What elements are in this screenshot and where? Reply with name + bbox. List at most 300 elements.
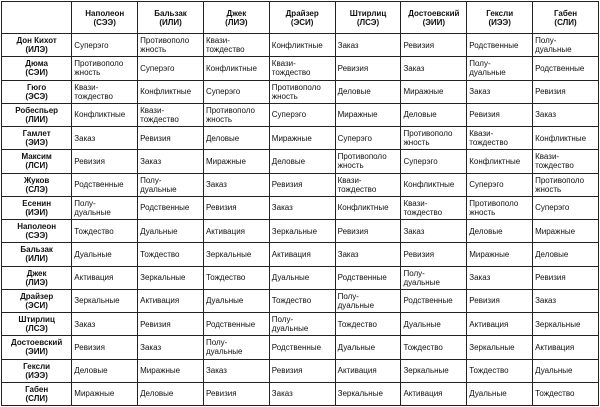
column-header-name: Штирлиц — [349, 8, 387, 18]
relation-label: Деловые — [337, 87, 371, 97]
relation-label: Деловые — [535, 249, 569, 259]
table-cell — [203, 382, 269, 405]
table-cell — [335, 313, 401, 336]
relation-label: Суперэго — [469, 180, 504, 190]
table-cell — [203, 150, 269, 173]
relation-label: Заказ — [140, 156, 162, 166]
relation-label: Активация — [205, 226, 246, 236]
relation-label: Родственные — [403, 296, 453, 306]
table-cell — [203, 173, 269, 196]
table-cell — [401, 336, 467, 359]
relation-label: дуальные — [403, 277, 440, 287]
table-cell — [72, 103, 138, 126]
row-header — [2, 80, 72, 103]
row-header — [2, 34, 72, 57]
row-header — [2, 103, 72, 126]
table-cell — [138, 173, 204, 196]
relation-label: Квази- — [140, 105, 165, 115]
relation-label: Ревизия — [271, 180, 303, 190]
row-header-code: (ИЭИ) — [25, 207, 48, 217]
row-header — [2, 313, 72, 336]
relation-label: тождество — [271, 68, 311, 78]
table-cell — [203, 336, 269, 359]
table-cell — [203, 359, 269, 382]
relation-label: Ревизия — [535, 273, 566, 283]
relation-label: Заказ — [205, 366, 227, 376]
table-cell — [533, 313, 599, 336]
relation-label: Ревизия — [403, 249, 435, 259]
column-header-name: Габен — [553, 8, 578, 18]
table-cell — [72, 150, 138, 173]
relation-label: Ревизия — [403, 40, 435, 50]
row-header — [2, 220, 72, 243]
table-cell — [138, 103, 204, 126]
row-header-code: (ЛСИ) — [25, 161, 48, 171]
row-header — [2, 196, 72, 219]
relation-label: Ревизия — [140, 133, 171, 143]
table-cell — [401, 289, 467, 312]
table-cell — [138, 243, 204, 266]
relation-label: Заказ — [271, 203, 293, 213]
column-header — [269, 2, 335, 34]
table-row — [2, 173, 599, 196]
table-cell — [467, 196, 533, 219]
relation-label: Ревизия — [205, 389, 237, 399]
relation-label: дуальные — [337, 300, 375, 310]
row-header-name: Жуков — [23, 175, 50, 185]
table-cell — [269, 313, 335, 336]
table-cell — [269, 173, 335, 196]
table-cell — [533, 34, 599, 57]
table-cell — [401, 359, 467, 382]
table-row — [2, 266, 599, 289]
table-cell — [401, 173, 467, 196]
relation-label: Зеркальные — [74, 296, 120, 306]
relation-label: Квази- — [469, 129, 494, 139]
relation-label: Родственные — [271, 342, 322, 352]
relation-label: Противополо — [205, 105, 255, 115]
table-cell — [401, 243, 467, 266]
table-cell — [467, 336, 533, 359]
relation-label: Конфликтные — [271, 40, 323, 50]
table-cell — [138, 80, 204, 103]
table-cell — [533, 57, 599, 80]
relation-label: тождество — [403, 207, 443, 217]
row-header-code: (СЛЭ) — [25, 184, 48, 194]
relation-label: Заказ — [140, 342, 162, 352]
relation-label: Миражные — [535, 226, 576, 236]
table-cell — [467, 266, 533, 289]
relation-label: Заказ — [469, 273, 491, 283]
relation-label: Ревизия — [205, 203, 237, 213]
relation-label: Тождество — [205, 273, 246, 283]
table-cell — [72, 127, 138, 150]
table-cell — [203, 57, 269, 80]
relation-label: Миражные — [469, 249, 510, 259]
table-cell — [401, 127, 467, 150]
row-header-code: (ИЭЭ) — [25, 370, 48, 380]
table-cell — [203, 80, 269, 103]
relation-label: Конфликтные — [403, 180, 455, 190]
relation-label: Заказ — [205, 180, 227, 190]
column-header — [467, 2, 533, 34]
table-cell — [335, 103, 401, 126]
row-header — [2, 359, 72, 382]
table-cell — [533, 289, 599, 312]
column-header-code: (СЭЭ) — [93, 17, 116, 27]
table-cell — [138, 127, 204, 150]
table-cell — [401, 266, 467, 289]
row-header-name: Дон Кихот — [16, 36, 57, 46]
row-header-code: (ЛИЭ) — [25, 277, 48, 287]
row-header-name: Гексли — [23, 361, 51, 371]
row-header-code: (СЭЭ) — [25, 231, 48, 241]
table-cell — [467, 80, 533, 103]
row-header-name: Гамлет — [22, 129, 51, 139]
table-cell — [533, 196, 599, 219]
relation-label: Родственные — [535, 63, 585, 73]
table-cell — [401, 313, 467, 336]
row-header-code: (ЛСЭ) — [25, 324, 48, 334]
column-header — [335, 2, 401, 34]
table-cell — [269, 103, 335, 126]
table-cell — [72, 173, 138, 196]
relation-label: Активация — [469, 319, 509, 329]
relation-label: Зеркальные — [271, 226, 318, 236]
table-cell — [335, 382, 401, 405]
relation-label: Тождество — [337, 319, 377, 329]
table-row — [2, 127, 599, 150]
relation-label: Родственные — [205, 319, 256, 329]
table-row — [2, 336, 599, 359]
table-cell — [269, 196, 335, 219]
row-header — [2, 289, 72, 312]
table-cell — [335, 127, 401, 150]
row-header — [2, 243, 72, 266]
relation-label: жность — [74, 68, 101, 78]
table-row — [2, 382, 599, 405]
table-cell — [203, 243, 269, 266]
table-cell — [269, 57, 335, 80]
table-cell — [533, 266, 599, 289]
relation-label: Полу- — [74, 198, 96, 208]
table-cell — [467, 359, 533, 382]
table-cell — [203, 34, 269, 57]
table-cell — [138, 34, 204, 57]
relation-label: Ревизия — [469, 110, 500, 120]
relation-label: жность — [403, 138, 430, 148]
table-cell — [203, 220, 269, 243]
relation-label: тождество — [205, 45, 245, 55]
relation-label: Тождество — [74, 226, 114, 236]
relation-label: Квази- — [205, 36, 230, 46]
table-cell — [72, 80, 138, 103]
row-header-code: (ЛИИ) — [25, 114, 48, 124]
row-header-code: (ЭСИ) — [25, 300, 48, 310]
table-cell — [467, 34, 533, 57]
table-cell — [533, 243, 599, 266]
relation-label: Ревизия — [469, 296, 500, 306]
relation-label: Квази- — [535, 152, 560, 162]
relation-label: Дуальные — [403, 319, 441, 329]
row-header-code: (ЭСЭ) — [25, 91, 48, 101]
row-header-name: Штирлиц — [18, 315, 55, 325]
relation-label: жность — [469, 207, 496, 217]
table-row — [2, 57, 599, 80]
relation-label: Активация — [74, 273, 114, 283]
row-header — [2, 266, 72, 289]
row-header — [2, 173, 72, 196]
relation-label: Квази- — [271, 59, 296, 69]
table-row — [2, 359, 599, 382]
table-cell — [335, 266, 401, 289]
relation-label: Заказ — [535, 110, 557, 120]
relation-label: Дуальные — [74, 249, 112, 259]
row-header-name: Робеспьер — [15, 105, 59, 115]
relation-label: Активация — [271, 249, 311, 259]
row-header-name: Драйзер — [20, 291, 54, 301]
row-header-name: Есенин — [22, 198, 52, 208]
column-header-name: Бальзак — [154, 8, 187, 18]
relation-label: дуальные — [205, 347, 243, 357]
relation-label: Деловые — [469, 226, 503, 236]
table-row — [2, 289, 599, 312]
relation-label: дуальные — [140, 184, 177, 194]
table-cell — [467, 103, 533, 126]
relation-label: Заказ — [403, 226, 425, 236]
relation-label: Ревизия — [74, 156, 105, 166]
table-cell — [269, 127, 335, 150]
relation-label: дуальные — [74, 207, 111, 217]
relation-label: Деловые — [403, 110, 437, 120]
relation-label: Суперэго — [74, 40, 109, 50]
row-header-name: Джек — [26, 268, 47, 278]
table-cell — [138, 382, 204, 405]
relation-label: Ревизия — [337, 226, 369, 236]
table-row — [2, 103, 599, 126]
relation-label: Зеркальные — [205, 249, 252, 259]
table-cell — [335, 359, 401, 382]
column-header-code: (ЛСЭ) — [356, 17, 380, 27]
table-cell — [335, 34, 401, 57]
table-cell — [269, 243, 335, 266]
relation-label: дуальные — [469, 68, 506, 78]
relation-label: Противополо — [74, 59, 124, 69]
table-cell — [138, 313, 204, 336]
relation-label: жность — [271, 91, 298, 101]
table-cell — [72, 196, 138, 219]
table-cell — [335, 336, 401, 359]
table-cell — [138, 359, 204, 382]
column-header-code: (ЛИЭ) — [225, 17, 248, 27]
relation-label: Конфликтные — [140, 87, 192, 97]
table-cell — [203, 103, 269, 126]
relation-label: Зеркальные — [337, 389, 383, 399]
relation-label: Конфликтные — [535, 133, 587, 143]
relation-label: Конфликтные — [337, 203, 389, 213]
table-cell — [401, 382, 467, 405]
row-header — [2, 336, 72, 359]
table-cell — [138, 289, 204, 312]
table-cell — [467, 289, 533, 312]
relation-label: Противополо — [140, 36, 190, 46]
relation-label: Заказ — [469, 87, 491, 97]
relation-label: Заказ — [74, 133, 96, 143]
table-cell — [401, 57, 467, 80]
column-header-row — [2, 2, 599, 34]
row-header — [2, 57, 72, 80]
relation-label: тождество — [535, 161, 574, 171]
column-header-name: Достоевский — [408, 8, 460, 18]
relation-label: Ревизия — [535, 87, 566, 97]
table-row — [2, 313, 599, 336]
row-header-code: (СЛИ) — [25, 393, 48, 403]
relation-label: Противополо — [271, 82, 321, 92]
relation-label: Дуальные — [271, 273, 310, 283]
column-header — [401, 2, 467, 34]
relation-label: Противополо — [535, 175, 585, 185]
relation-label: Деловые — [271, 156, 306, 166]
relation-label: жность — [205, 114, 233, 124]
relation-label: Суперэго — [403, 156, 438, 166]
table-cell — [138, 266, 204, 289]
relation-label: Суперэго — [337, 133, 372, 143]
row-header-code: (ИЛЭ) — [25, 45, 48, 55]
column-header-code: (ИЭЭ) — [488, 17, 511, 27]
relation-label: Заказ — [535, 296, 557, 306]
relation-label: Активация — [403, 389, 443, 399]
relation-label: Родственные — [469, 40, 519, 50]
relation-label: Дуальные — [140, 226, 178, 236]
relation-label: Полу- — [403, 268, 425, 278]
relation-label: Противополо — [337, 152, 387, 162]
relation-label: Миражные — [337, 110, 378, 120]
table-row — [2, 243, 599, 266]
relation-label: Активация — [535, 342, 575, 352]
relation-label: Противополо — [403, 129, 453, 139]
relation-label: Зеркальные — [535, 319, 581, 329]
table-cell — [335, 57, 401, 80]
table-cell — [269, 150, 335, 173]
table-cell — [533, 359, 599, 382]
table-cell — [401, 34, 467, 57]
table-cell — [533, 103, 599, 126]
table-cell — [72, 289, 138, 312]
column-header-code: (СЛИ) — [554, 17, 577, 27]
table-cell — [138, 57, 204, 80]
relation-label: Квази- — [337, 175, 362, 185]
table-cell — [138, 150, 204, 173]
relation-label: Тождество — [140, 249, 180, 259]
table-cell — [401, 80, 467, 103]
column-header-name: Наполеон — [85, 8, 125, 18]
row-header — [2, 127, 72, 150]
table-cell — [533, 220, 599, 243]
corner-cell — [2, 2, 72, 34]
relation-label: Миражные — [403, 87, 444, 97]
column-header-code: (ЭСИ) — [290, 17, 314, 27]
table-cell — [138, 196, 204, 219]
row-header-name: Наполеон — [17, 222, 57, 232]
table-cell — [269, 336, 335, 359]
table-cell — [203, 266, 269, 289]
table-cell — [203, 289, 269, 312]
table-cell — [335, 196, 401, 219]
table-cell — [401, 150, 467, 173]
relation-label: Родственные — [140, 203, 190, 213]
table-cell — [269, 382, 335, 405]
relation-label: Заказ — [74, 319, 96, 329]
relation-label: Квази- — [403, 198, 428, 208]
table-cell — [467, 313, 533, 336]
table-row — [2, 150, 599, 173]
column-header-name: Джек — [226, 8, 247, 18]
column-header — [203, 2, 269, 34]
relation-label: Суперэго — [205, 87, 241, 97]
relation-label: тождество — [140, 114, 179, 124]
relation-label: Полу- — [337, 291, 359, 301]
table-cell — [72, 359, 138, 382]
column-header — [138, 2, 204, 34]
table-cell — [203, 127, 269, 150]
relation-label: Зеркальные — [140, 273, 186, 283]
table-cell — [72, 313, 138, 336]
relations-table — [1, 1, 599, 406]
table-cell — [335, 289, 401, 312]
relation-label: Миражные — [205, 156, 246, 166]
row-header-code: (СЭИ) — [25, 68, 48, 78]
relation-label: Активация — [337, 366, 377, 376]
relation-label: Конфликтные — [205, 63, 257, 73]
table-cell — [269, 289, 335, 312]
column-header-name: Драйзер — [285, 8, 319, 18]
relation-label: Противополо — [469, 198, 519, 208]
table-cell — [401, 196, 467, 219]
table-cell — [533, 336, 599, 359]
relation-label: Заказ — [337, 249, 359, 259]
relation-label: Ревизия — [140, 319, 171, 329]
relation-label: Заказ — [337, 40, 359, 50]
relation-label: тождество — [337, 184, 377, 194]
row-header-code: (ИЛИ) — [25, 254, 48, 264]
table-cell — [335, 220, 401, 243]
table-cell — [467, 382, 533, 405]
relation-label: Активация — [140, 296, 180, 306]
table-cell — [467, 150, 533, 173]
table-cell — [72, 57, 138, 80]
relation-label: Дуальные — [205, 296, 244, 306]
row-header-code: (ЭИЭ) — [25, 138, 48, 148]
relation-label: Зеркальные — [469, 342, 515, 352]
relation-label: Конфликтные — [469, 156, 521, 166]
table-cell — [467, 57, 533, 80]
row-header-name: Максим — [21, 152, 52, 162]
column-header-code: (ЭИИ) — [422, 17, 446, 27]
row-header-name: Достоевский — [11, 338, 63, 348]
table-cell — [269, 266, 335, 289]
table-cell — [203, 196, 269, 219]
column-header-code: (ИЛИ) — [159, 17, 182, 27]
relation-label: Деловые — [140, 389, 174, 399]
row-header-code: (ЭИИ) — [25, 347, 48, 357]
table-cell — [72, 34, 138, 57]
table-row — [2, 220, 599, 243]
relation-label: Полу- — [535, 36, 557, 46]
column-header-name: Гексли — [486, 8, 514, 18]
relation-label: дуальные — [271, 324, 309, 334]
row-header-name: Дюма — [25, 59, 48, 69]
relation-label: Миражные — [74, 389, 115, 399]
